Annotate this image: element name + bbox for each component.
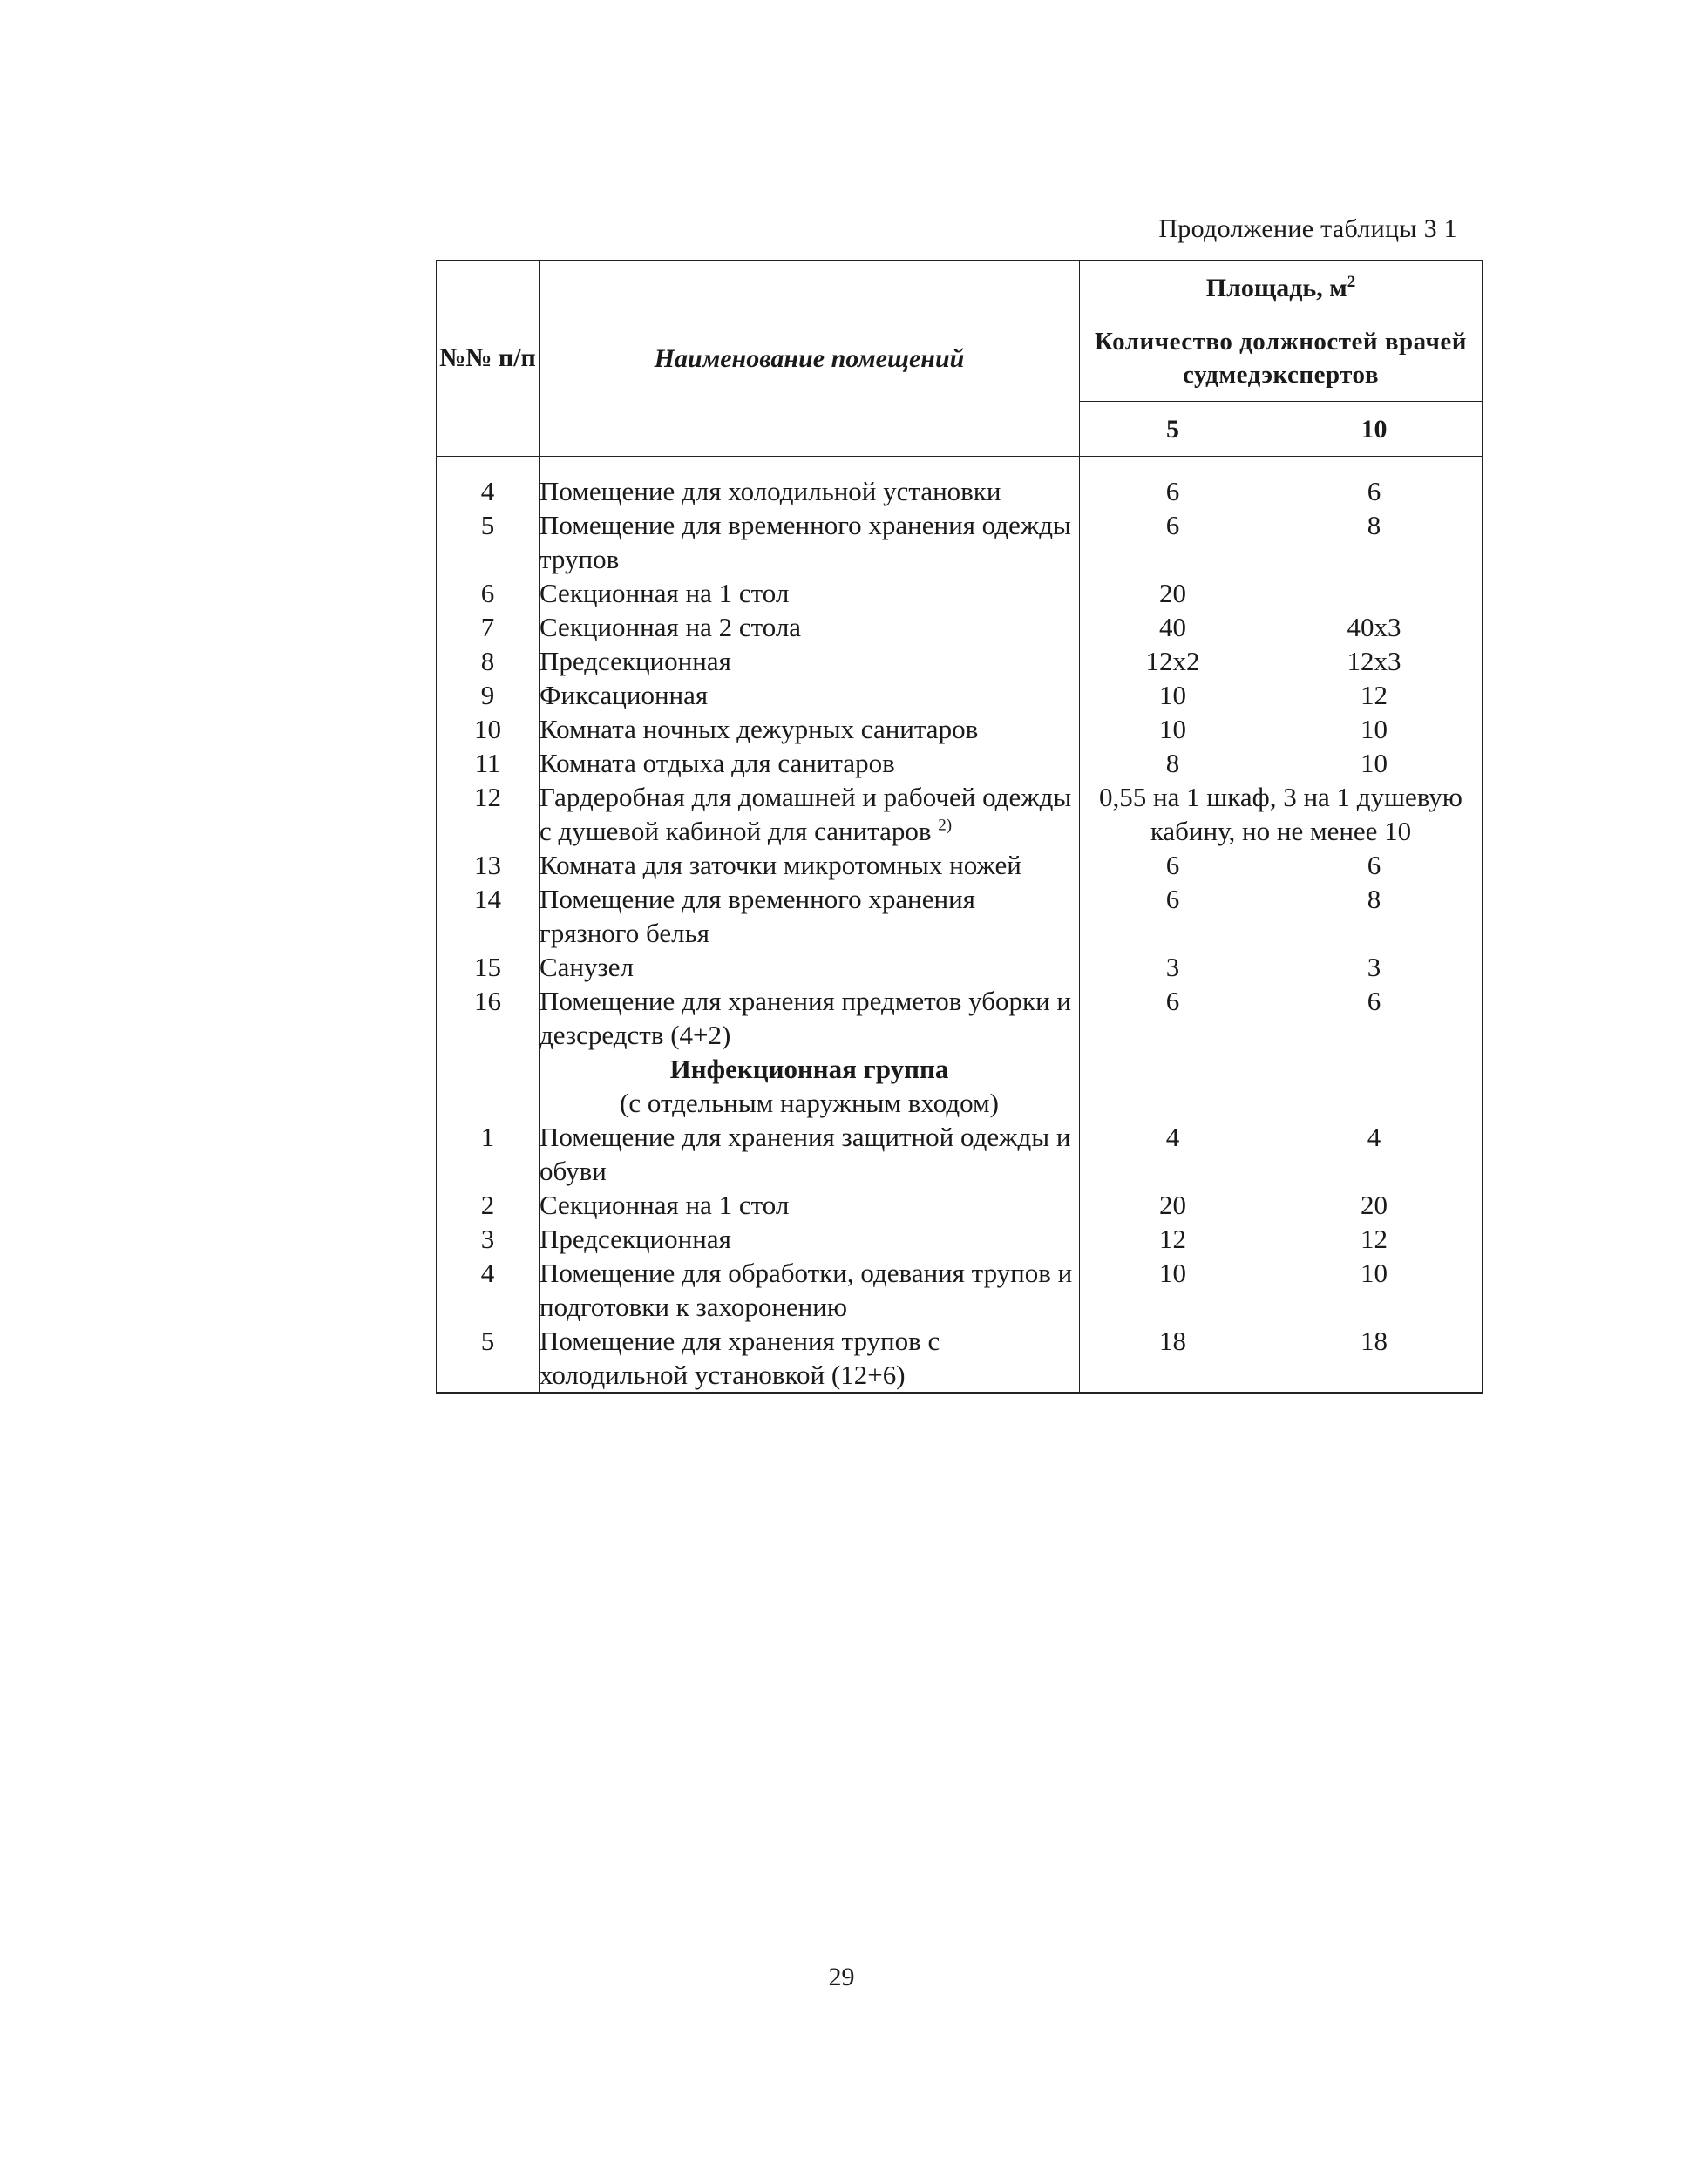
table-row — [437, 576, 1483, 610]
row-number: 8 — [437, 644, 540, 678]
row-number: 10 — [437, 712, 540, 746]
table-row — [437, 508, 1483, 576]
area-10: 12 — [1266, 1222, 1483, 1256]
area-5: 8 — [1080, 746, 1266, 780]
area-5: 12 — [1080, 1222, 1266, 1256]
row-number: 13 — [437, 848, 540, 882]
row-number: 11 — [437, 746, 540, 780]
row-number: 4 — [437, 1256, 540, 1324]
row-number-empty — [437, 1052, 540, 1120]
room-name: Санузел — [540, 950, 1080, 984]
row-number: 12 — [437, 780, 540, 848]
header-col-5: 5 — [1080, 402, 1266, 457]
area-5: 12х2 — [1080, 644, 1266, 678]
header-col-10: 10 — [1266, 402, 1483, 457]
room-name — [540, 780, 1080, 848]
room-name: Секционная на 1 стол — [540, 1188, 1080, 1222]
table-row — [437, 950, 1483, 984]
area-10: 10 — [1266, 746, 1483, 780]
area-10-empty — [1266, 1052, 1483, 1120]
header-number: №№ п/п — [437, 261, 540, 457]
room-name: Помещение для хранения трупов с холодильной установкой (12+6) — [540, 1324, 1080, 1393]
rooms-area-table — [436, 260, 1483, 1394]
area-5: 6 — [1080, 882, 1266, 950]
area-spanning-note: 0,55 на 1 шкаф, 3 на 1 душевую кабину, но не менее 10 — [1080, 780, 1483, 848]
room-name: Комната отдыха для санитаров — [540, 746, 1080, 780]
table-row — [437, 984, 1483, 1052]
table-row — [437, 712, 1483, 746]
table-row — [437, 1256, 1483, 1324]
area-10: 8 — [1266, 882, 1483, 950]
header-area — [1080, 261, 1483, 315]
table-row — [437, 1324, 1483, 1393]
page-number: 29 — [828, 1963, 855, 1991]
row-number: 6 — [437, 576, 540, 610]
area-10: 40х3 — [1266, 610, 1483, 644]
area-10: 3 — [1266, 950, 1483, 984]
area-5: 4 — [1080, 1120, 1266, 1188]
row-number: 5 — [437, 1324, 540, 1393]
row-number: 9 — [437, 678, 540, 712]
area-10: 10 — [1266, 712, 1483, 746]
room-name: Предсекционная — [540, 644, 1080, 678]
table-row — [437, 746, 1483, 780]
row-number: 2 — [437, 1188, 540, 1222]
area-10 — [1266, 576, 1483, 610]
table-row — [437, 1188, 1483, 1222]
room-name: Помещение для хранения предметов уборки и дезсредств (4+2) — [540, 984, 1080, 1052]
table-row — [437, 1222, 1483, 1256]
group-title: Инфекционная группа — [669, 1054, 949, 1084]
group-header-row — [437, 1052, 1483, 1120]
group-heading — [540, 1052, 1080, 1120]
table-row — [437, 1120, 1483, 1188]
area-5: 6 — [1080, 984, 1266, 1052]
area-5: 10 — [1080, 678, 1266, 712]
area-10: 6 — [1266, 457, 1483, 509]
room-name: Помещение для хранения защитной одежды и обуви — [540, 1120, 1080, 1188]
area-5: 18 — [1080, 1324, 1266, 1393]
room-name: Комната для заточки микротомных ножей — [540, 848, 1080, 882]
room-name: Помещение для холодильной установки — [540, 457, 1080, 509]
room-name: Помещение для временного хранения одежды трупов — [540, 508, 1080, 576]
header-area-superscript: 2 — [1347, 272, 1356, 291]
area-10: 18 — [1266, 1324, 1483, 1393]
footnote-marker: 2) — [938, 816, 953, 835]
row-number: 14 — [437, 882, 540, 950]
area-5: 6 — [1080, 848, 1266, 882]
area-10: 6 — [1266, 984, 1483, 1052]
area-5: 20 — [1080, 1188, 1266, 1222]
row-number: 15 — [437, 950, 540, 984]
area-10: 6 — [1266, 848, 1483, 882]
table-continuation-caption: Продолжение таблицы 3 1 — [1158, 214, 1457, 243]
area-5: 10 — [1080, 1256, 1266, 1324]
table-row — [437, 644, 1483, 678]
area-10: 4 — [1266, 1120, 1483, 1188]
room-name: Фиксационная — [540, 678, 1080, 712]
room-name: Предсекционная — [540, 1222, 1080, 1256]
header-positions-count: Количество должностей врачей судмедэкспертов — [1080, 315, 1483, 402]
area-5: 20 — [1080, 576, 1266, 610]
header-area-label: Площадь, м — [1205, 273, 1347, 302]
group-subtitle: (с отдельным наружным входом) — [620, 1088, 999, 1118]
row-number: 1 — [437, 1120, 540, 1188]
area-5: 3 — [1080, 950, 1266, 984]
room-name-text: Гардеробная для домашней и рабочей одежды с душевой кабиной для санитаров — [540, 782, 1072, 846]
area-10: 10 — [1266, 1256, 1483, 1324]
area-10: 12 — [1266, 678, 1483, 712]
room-name: Помещение для временного хранения грязного белья — [540, 882, 1080, 950]
area-10: 8 — [1266, 508, 1483, 576]
room-name: Секционная на 1 стол — [540, 576, 1080, 610]
table-row — [437, 848, 1483, 882]
row-number: 5 — [437, 508, 540, 576]
room-name: Комната ночных дежурных санитаров — [540, 712, 1080, 746]
room-name: Секционная на 2 стола — [540, 610, 1080, 644]
area-5: 6 — [1080, 457, 1266, 509]
row-number: 3 — [437, 1222, 540, 1256]
area-10: 20 — [1266, 1188, 1483, 1222]
table-row — [437, 457, 1483, 509]
table-row — [437, 678, 1483, 712]
area-10: 12х3 — [1266, 644, 1483, 678]
row-number: 7 — [437, 610, 540, 644]
area-5: 40 — [1080, 610, 1266, 644]
table-row — [437, 610, 1483, 644]
row-number: 4 — [437, 457, 540, 509]
area-5-empty — [1080, 1052, 1266, 1120]
table-row — [437, 882, 1483, 950]
area-5: 6 — [1080, 508, 1266, 576]
area-5: 10 — [1080, 712, 1266, 746]
row-number: 16 — [437, 984, 540, 1052]
header-room-name: Наименование помещений — [540, 261, 1080, 457]
room-name: Помещение для обработки, одевания трупов и подготовки к захоронению — [540, 1256, 1080, 1324]
table-row — [437, 780, 1483, 848]
